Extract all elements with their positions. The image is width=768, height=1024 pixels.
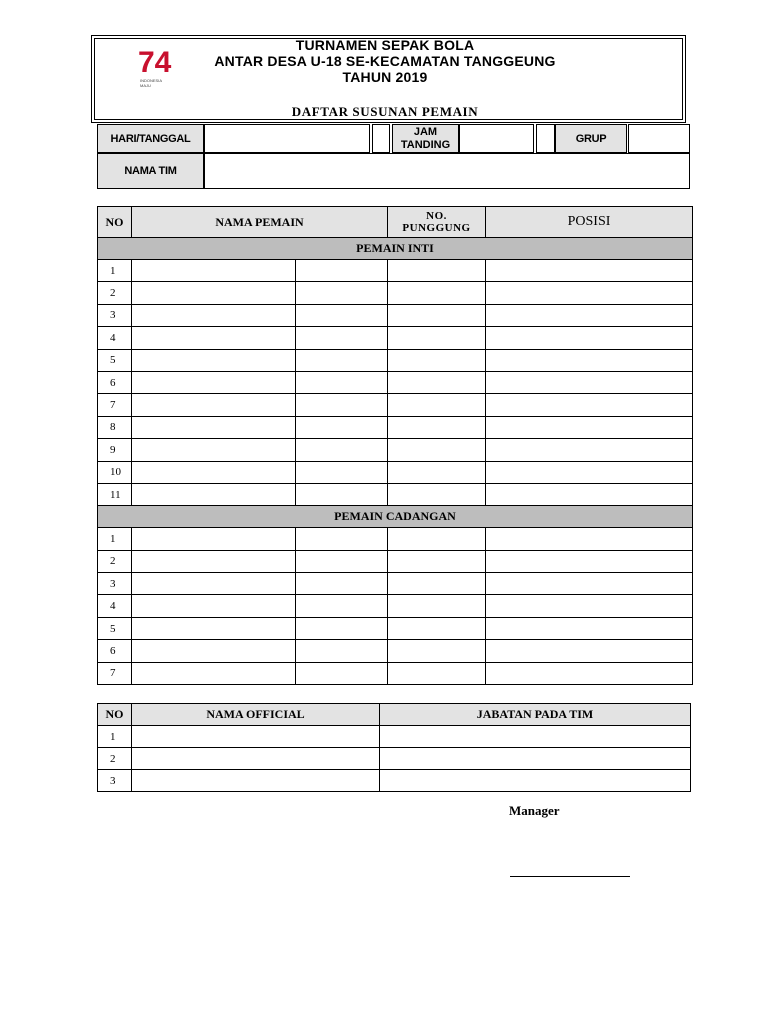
posisi-cell[interactable] [486,439,693,461]
officials-body [98,726,691,792]
inti-row-number: 5 [98,349,132,371]
nama-pemain-cell-b[interactable] [296,304,388,326]
jam-tanding-field[interactable] [459,124,534,153]
nama-pemain-cell-a[interactable] [132,595,296,617]
table-row [98,528,693,550]
jam-tanding-label [392,124,459,153]
cadangan-row-number: 6 [98,640,132,662]
nama-pemain-cell-b[interactable] [296,282,388,304]
inti-row-number: 9 [98,439,132,461]
inti-row-number: 3 [98,304,132,326]
nama-pemain-cell-a[interactable] [132,349,296,371]
nama-pemain-cell-b[interactable] [296,595,388,617]
inti-row-number: 6 [98,371,132,393]
grup-field[interactable] [628,124,690,153]
col-nama-pemain-header: NAMA PEMAIN [132,207,388,238]
no-punggung-cell[interactable] [388,394,486,416]
cadangan-row-number: 4 [98,595,132,617]
nama-pemain-cell-b[interactable] [296,573,388,595]
nama-pemain-cell-b[interactable] [296,327,388,349]
col-posisi-header: POSISI [486,207,693,238]
inti-row-number: 11 [98,483,132,505]
official-jabatan-header: JABATAN PADA TIM [380,704,691,726]
posisi-cell[interactable] [486,483,693,505]
table-row [98,282,693,304]
nama-pemain-cell-a[interactable] [132,394,296,416]
posisi-cell[interactable] [486,394,693,416]
table-row [98,461,693,483]
players-table [97,206,693,685]
table-row [98,748,691,770]
nama-pemain-cell-b[interactable] [296,550,388,572]
no-punggung-cell[interactable] [388,439,486,461]
nama-pemain-cell-b[interactable] [296,483,388,505]
no-punggung-cell[interactable] [388,617,486,639]
posisi-cell[interactable] [486,282,693,304]
table-row [98,550,693,572]
no-punggung-cell[interactable] [388,550,486,572]
title-line-1: TURNAMEN SEPAK BOLA [295,37,475,53]
no-punggung-cell[interactable] [388,304,486,326]
table-row [98,416,693,438]
inti-row-number: 1 [98,260,132,282]
spacer-cell [372,124,390,153]
nama-pemain-cell-a[interactable] [132,483,296,505]
jabatan-cell[interactable] [380,726,691,748]
logo-caption-2: MAJU [140,83,151,88]
pemain-inti-section [98,238,693,260]
title-line-3: TAHUN 2019 [342,69,428,85]
nama-pemain-cell-a[interactable] [132,640,296,662]
no-punggung-cell[interactable] [388,416,486,438]
table-row [98,640,693,662]
nama-pemain-cell-a[interactable] [132,327,296,349]
official-no-header: NO [98,704,132,726]
posisi-cell[interactable] [486,528,693,550]
pemain-inti-section-label: PEMAIN INTI [98,238,693,260]
grup-label: GRUP [555,124,627,153]
no-punggung-cell[interactable] [388,528,486,550]
nama-pemain-cell-b[interactable] [296,461,388,483]
nama-pemain-cell-b[interactable] [296,416,388,438]
posisi-cell[interactable] [486,260,693,282]
no-punggung-cell[interactable] [388,371,486,393]
pemain-cadangan-section [98,506,693,528]
manager-label: Manager [509,803,560,818]
posisi-cell[interactable] [486,349,693,371]
nama-pemain-cell-a[interactable] [132,304,296,326]
table-row [98,726,691,748]
posisi-cell[interactable] [486,416,693,438]
nama-tim-label: NAMA TIM [97,153,204,189]
no-punggung-cell[interactable] [388,640,486,662]
cadangan-row-number: 3 [98,573,132,595]
nama-pemain-cell-b[interactable] [296,662,388,684]
jabatan-cell[interactable] [380,770,691,792]
table-row [98,770,691,792]
no-punggung-cell[interactable] [388,260,486,282]
no-punggung-cell[interactable] [388,349,486,371]
table-row [98,260,693,282]
nama-pemain-cell-b[interactable] [296,640,388,662]
nama-pemain-cell-b[interactable] [296,371,388,393]
spacer-cell [536,124,555,153]
table-row [98,349,693,371]
cadangan-row-number: 5 [98,617,132,639]
title-line-2: ANTAR DESA U-18 SE-KECAMATAN TANGGEUNG [214,53,556,69]
nama-pemain-cell-a[interactable] [132,573,296,595]
nama-pemain-cell-a[interactable] [132,461,296,483]
jabatan-cell[interactable] [380,748,691,770]
posisi-cell[interactable] [486,304,693,326]
cadangan-row-number: 2 [98,550,132,572]
jam-label-line2: TANDING [400,139,451,151]
no-punggung-cell[interactable] [388,327,486,349]
hari-tanggal-label: HARI/TANGGAL [97,124,204,153]
posisi-cell[interactable] [486,371,693,393]
table-row [98,394,693,416]
table-row [98,304,693,326]
official-row-number: 3 [98,770,132,792]
posisi-cell[interactable] [486,327,693,349]
nama-pemain-cell-a[interactable] [132,282,296,304]
pemain-cadangan-section-label: PEMAIN CADANGAN [98,506,693,528]
form-subtitle: DAFTAR SUSUNAN PEMAIN [291,104,479,119]
no-punggung-cell[interactable] [388,282,486,304]
nama-pemain-cell-b[interactable] [296,349,388,371]
table-row [98,617,693,639]
inti-row-number: 4 [98,327,132,349]
nama-pemain-cell-a[interactable] [132,439,296,461]
punggung-line1: NO. [426,210,447,222]
hari-tanggal-field[interactable] [204,124,370,153]
table-row [98,662,693,684]
table-row [98,573,693,595]
nama-pemain-cell-b[interactable] [296,394,388,416]
nama-tim-field[interactable] [204,153,690,189]
col-punggung-header [388,207,486,238]
cadangan-row-number: 1 [98,528,132,550]
no-punggung-cell[interactable] [388,662,486,684]
table-row [98,483,693,505]
nama-pemain-cell-a[interactable] [132,371,296,393]
nama-official-cell[interactable] [132,726,380,748]
nama-pemain-cell-a[interactable] [132,416,296,438]
logo-number: 74 [138,46,172,79]
inti-row-number: 8 [98,416,132,438]
nama-pemain-cell-b[interactable] [296,528,388,550]
cadangan-row-number: 7 [98,662,132,684]
posisi-cell[interactable] [486,640,693,662]
nama-pemain-cell-b[interactable] [296,617,388,639]
official-row-number: 2 [98,748,132,770]
posisi-cell[interactable] [486,550,693,572]
official-nama-header: NAMA OFFICIAL [132,704,380,726]
nama-pemain-cell-a[interactable] [132,528,296,550]
nama-pemain-cell-a[interactable] [132,550,296,572]
inti-row-number: 7 [98,394,132,416]
no-punggung-cell[interactable] [388,461,486,483]
no-punggung-cell[interactable] [388,595,486,617]
table-row [98,327,693,349]
posisi-cell[interactable] [486,461,693,483]
nama-official-cell[interactable] [132,748,380,770]
punggung-line2: PUNGGUNG [402,222,471,234]
posisi-cell[interactable] [486,595,693,617]
posisi-cell[interactable] [486,573,693,595]
nama-pemain-cell-a[interactable] [132,260,296,282]
nama-pemain-cell-a[interactable] [132,617,296,639]
no-punggung-cell[interactable] [388,483,486,505]
jam-label-line1: JAM [413,126,438,138]
official-row-number: 1 [98,726,132,748]
signature-line [510,876,630,877]
table-row [98,595,693,617]
posisi-cell[interactable] [486,617,693,639]
table-row [98,439,693,461]
players-body [98,238,693,685]
inti-row-number: 10 [98,461,132,483]
nama-pemain-cell-b[interactable] [296,439,388,461]
inti-row-number: 2 [98,282,132,304]
posisi-cell[interactable] [486,662,693,684]
col-no-header: NO [98,207,132,238]
no-punggung-cell[interactable] [388,573,486,595]
logo-caption-1: INDONESIA [140,78,163,83]
officials-table [97,703,691,792]
table-row [98,371,693,393]
nama-pemain-cell-a[interactable] [132,662,296,684]
nama-official-cell[interactable] [132,770,380,792]
nama-pemain-cell-b[interactable] [296,260,388,282]
